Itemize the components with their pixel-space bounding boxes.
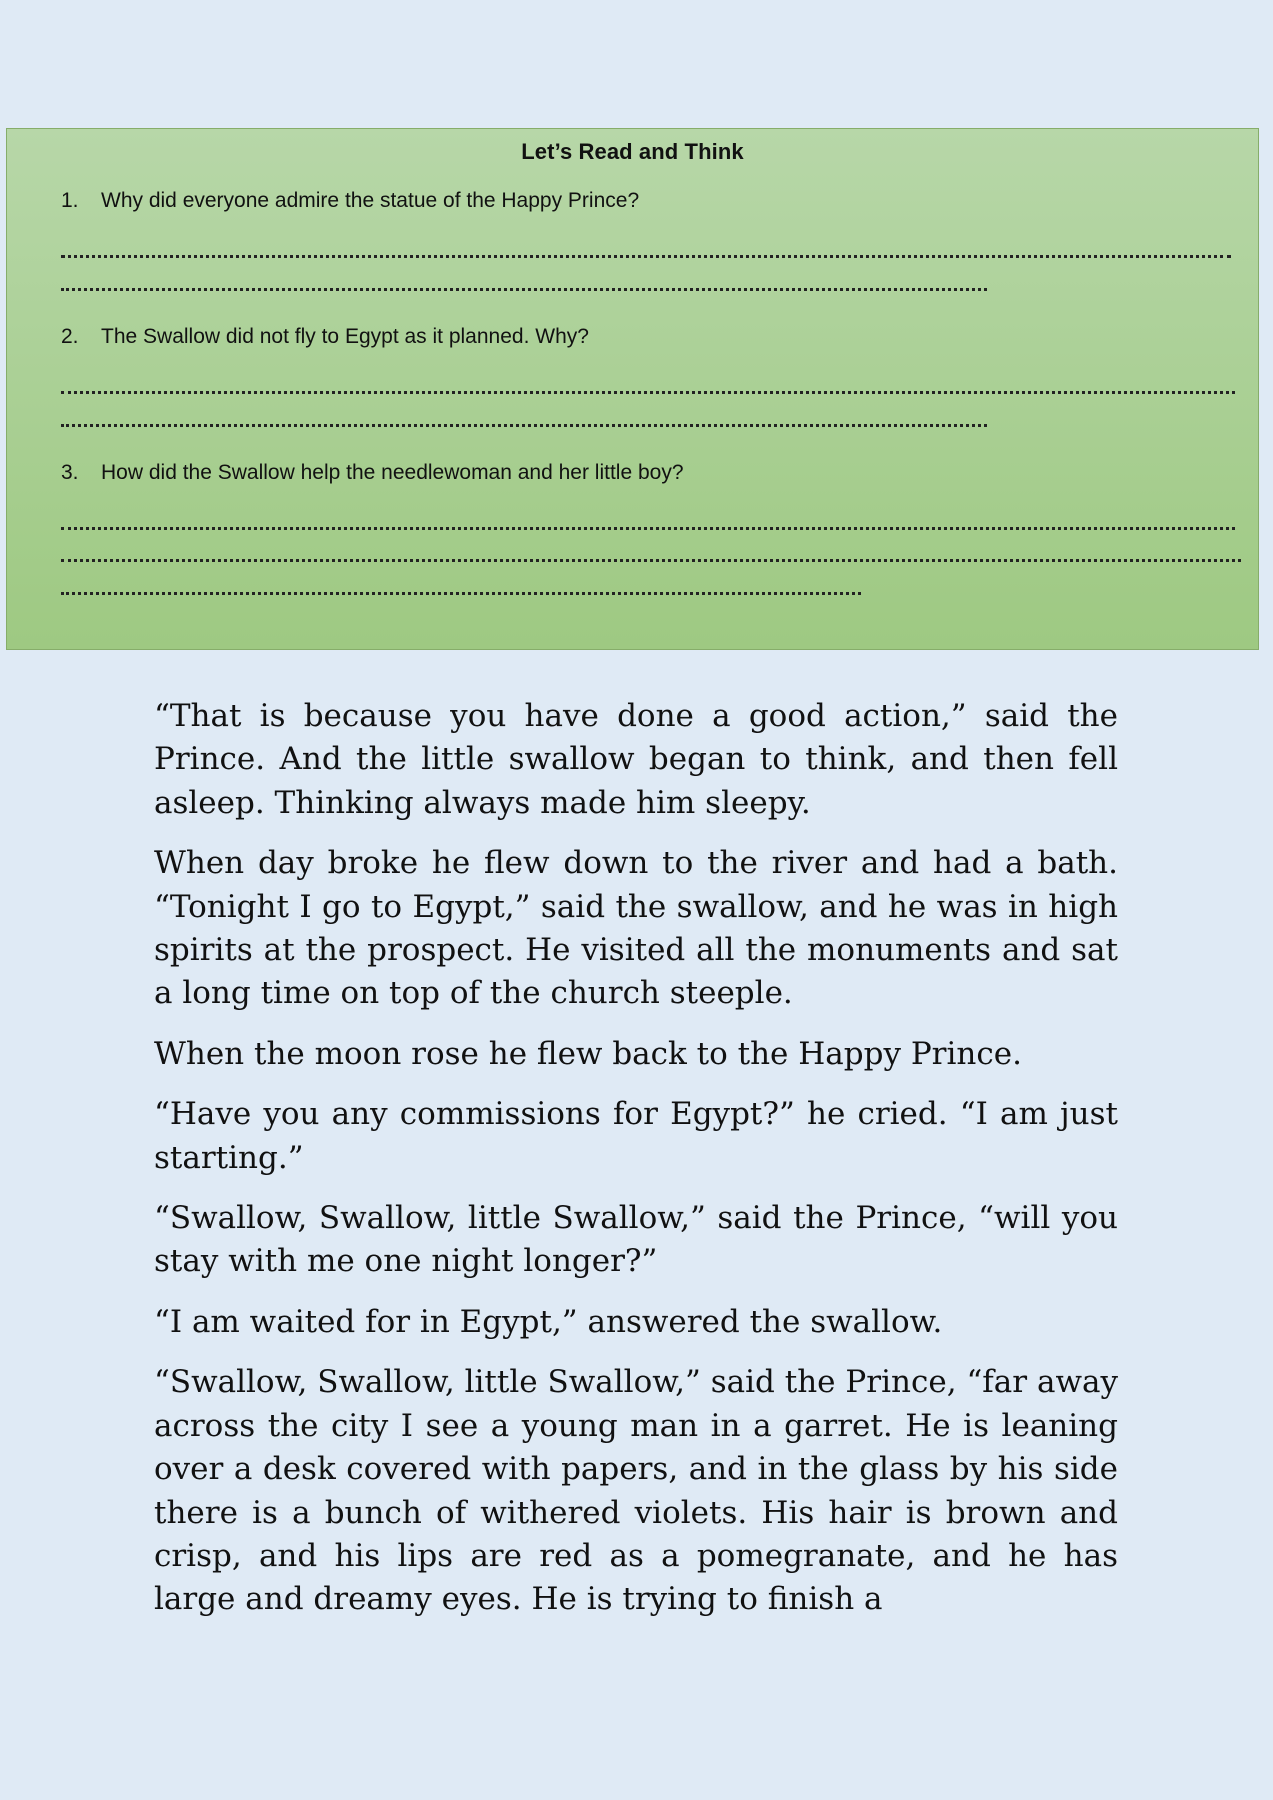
story-paragraph-6: “I am waited for in Egypt,” answered the swallow. [154,1303,943,1340]
question-2-text: The Swallow did not fly to Egypt as it planned. Why? [101,325,589,348]
answer-1-line-1[interactable] [61,249,1231,258]
answer-2-line-1[interactable] [61,385,1235,394]
question-3-number: 3. [61,461,79,484]
story-paragraph-2: When day broke he flew down to the river and had a bath. “Tonight I go to Egypt,” said the swallow, and he was in high spirits at the prospect. He visited all the monuments and sat a long time on top of the church steeple. [154,845,1118,1012]
answer-3-line-1[interactable] [61,521,1235,530]
question-2-number: 2. [61,325,79,348]
question-1-number: 1. [61,189,79,212]
story-paragraph-3: When the moon rose he flew back to the Happy Prince. [154,1035,1022,1072]
answer-2-line-2[interactable] [61,418,987,427]
question-3 [61,461,684,485]
story-text [154,695,1118,1639]
question-3-text: How did the Swallow help the needlewoman and her little boy? [101,461,684,484]
answer-3-line-3[interactable] [61,586,861,595]
story-paragraph-7: “Swallow, Swallow, little Swallow,” said the Prince, “far away across the city I see a young man in a garret. He is leaning over a desk covered with papers, and in the glass by his side there is a bunch of withered violets. His hair is brown and crisp, and his lips are red as a pomegranate, and he has large and dreamy eyes. He is trying to finish a [154,1364,1118,1618]
answer-3-line-2[interactable] [61,553,1241,562]
worksheet-title: Let’s Read and Think [521,139,744,164]
question-1-text: Why did everyone admire the statue of the Happy Prince? [101,189,640,212]
answer-1-line-2[interactable] [61,282,987,291]
question-1 [61,189,639,213]
lets-read-and-think-box [6,128,1259,650]
story-paragraph-1: “That is because you have done a good action,” said the Prince. And the little swallow began to think, and then fell asleep. Thinking always made him sleepy. [154,698,1118,821]
story-paragraph-5: “Swallow, Swallow, little Swallow,” said the Prince, “will you stay with me one night longer?” [154,1200,1118,1280]
question-2 [61,325,589,349]
story-paragraph-4: “Have you any commissions for Egypt?” he cried. “I am just starting.” [154,1096,1118,1176]
